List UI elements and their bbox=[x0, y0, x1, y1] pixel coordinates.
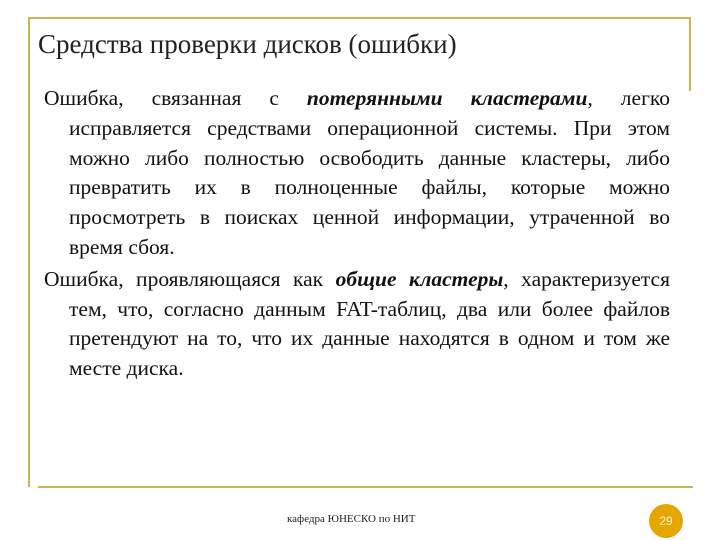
frame-right-line bbox=[689, 17, 691, 91]
page-number-badge: 29 bbox=[649, 504, 683, 538]
emphasis-cross-linked-clusters: общие кластеры bbox=[335, 266, 504, 291]
paragraph-text-end: , характеризуется тем, что, согласно данным FAT-таблиц, два или более файлов претендуют на то, что их данные находятся в одном и том же месте диска. bbox=[69, 266, 670, 381]
paragraph-text-start: Ошибка, проявляющаяся как bbox=[44, 266, 336, 291]
slide-title: Средства проверки дисков (ошибки) bbox=[38, 29, 457, 59]
frame-bottom-line bbox=[38, 486, 693, 488]
frame-left-line bbox=[28, 17, 30, 487]
paragraph-text-end: , легко исправляется средствами операционной системы. При этом можно либо полностью освободить данные кластеры, либо превратить их в полноценные файлы, которые можно просмотреть в поисках ценной информации, утраченной во время сбоя. bbox=[69, 86, 670, 259]
footer-department: кафедра ЮНЕСКО по НИТ bbox=[287, 513, 416, 525]
paragraph-cross-linked-clusters bbox=[44, 265, 670, 384]
paragraph-text-start: Ошибка, связанная с bbox=[44, 86, 307, 110]
slide-body bbox=[44, 84, 670, 386]
frame-top-line bbox=[28, 17, 691, 19]
emphasis-lost-clusters: потерянными кластерами bbox=[306, 86, 588, 110]
paragraph-lost-clusters bbox=[44, 84, 670, 263]
